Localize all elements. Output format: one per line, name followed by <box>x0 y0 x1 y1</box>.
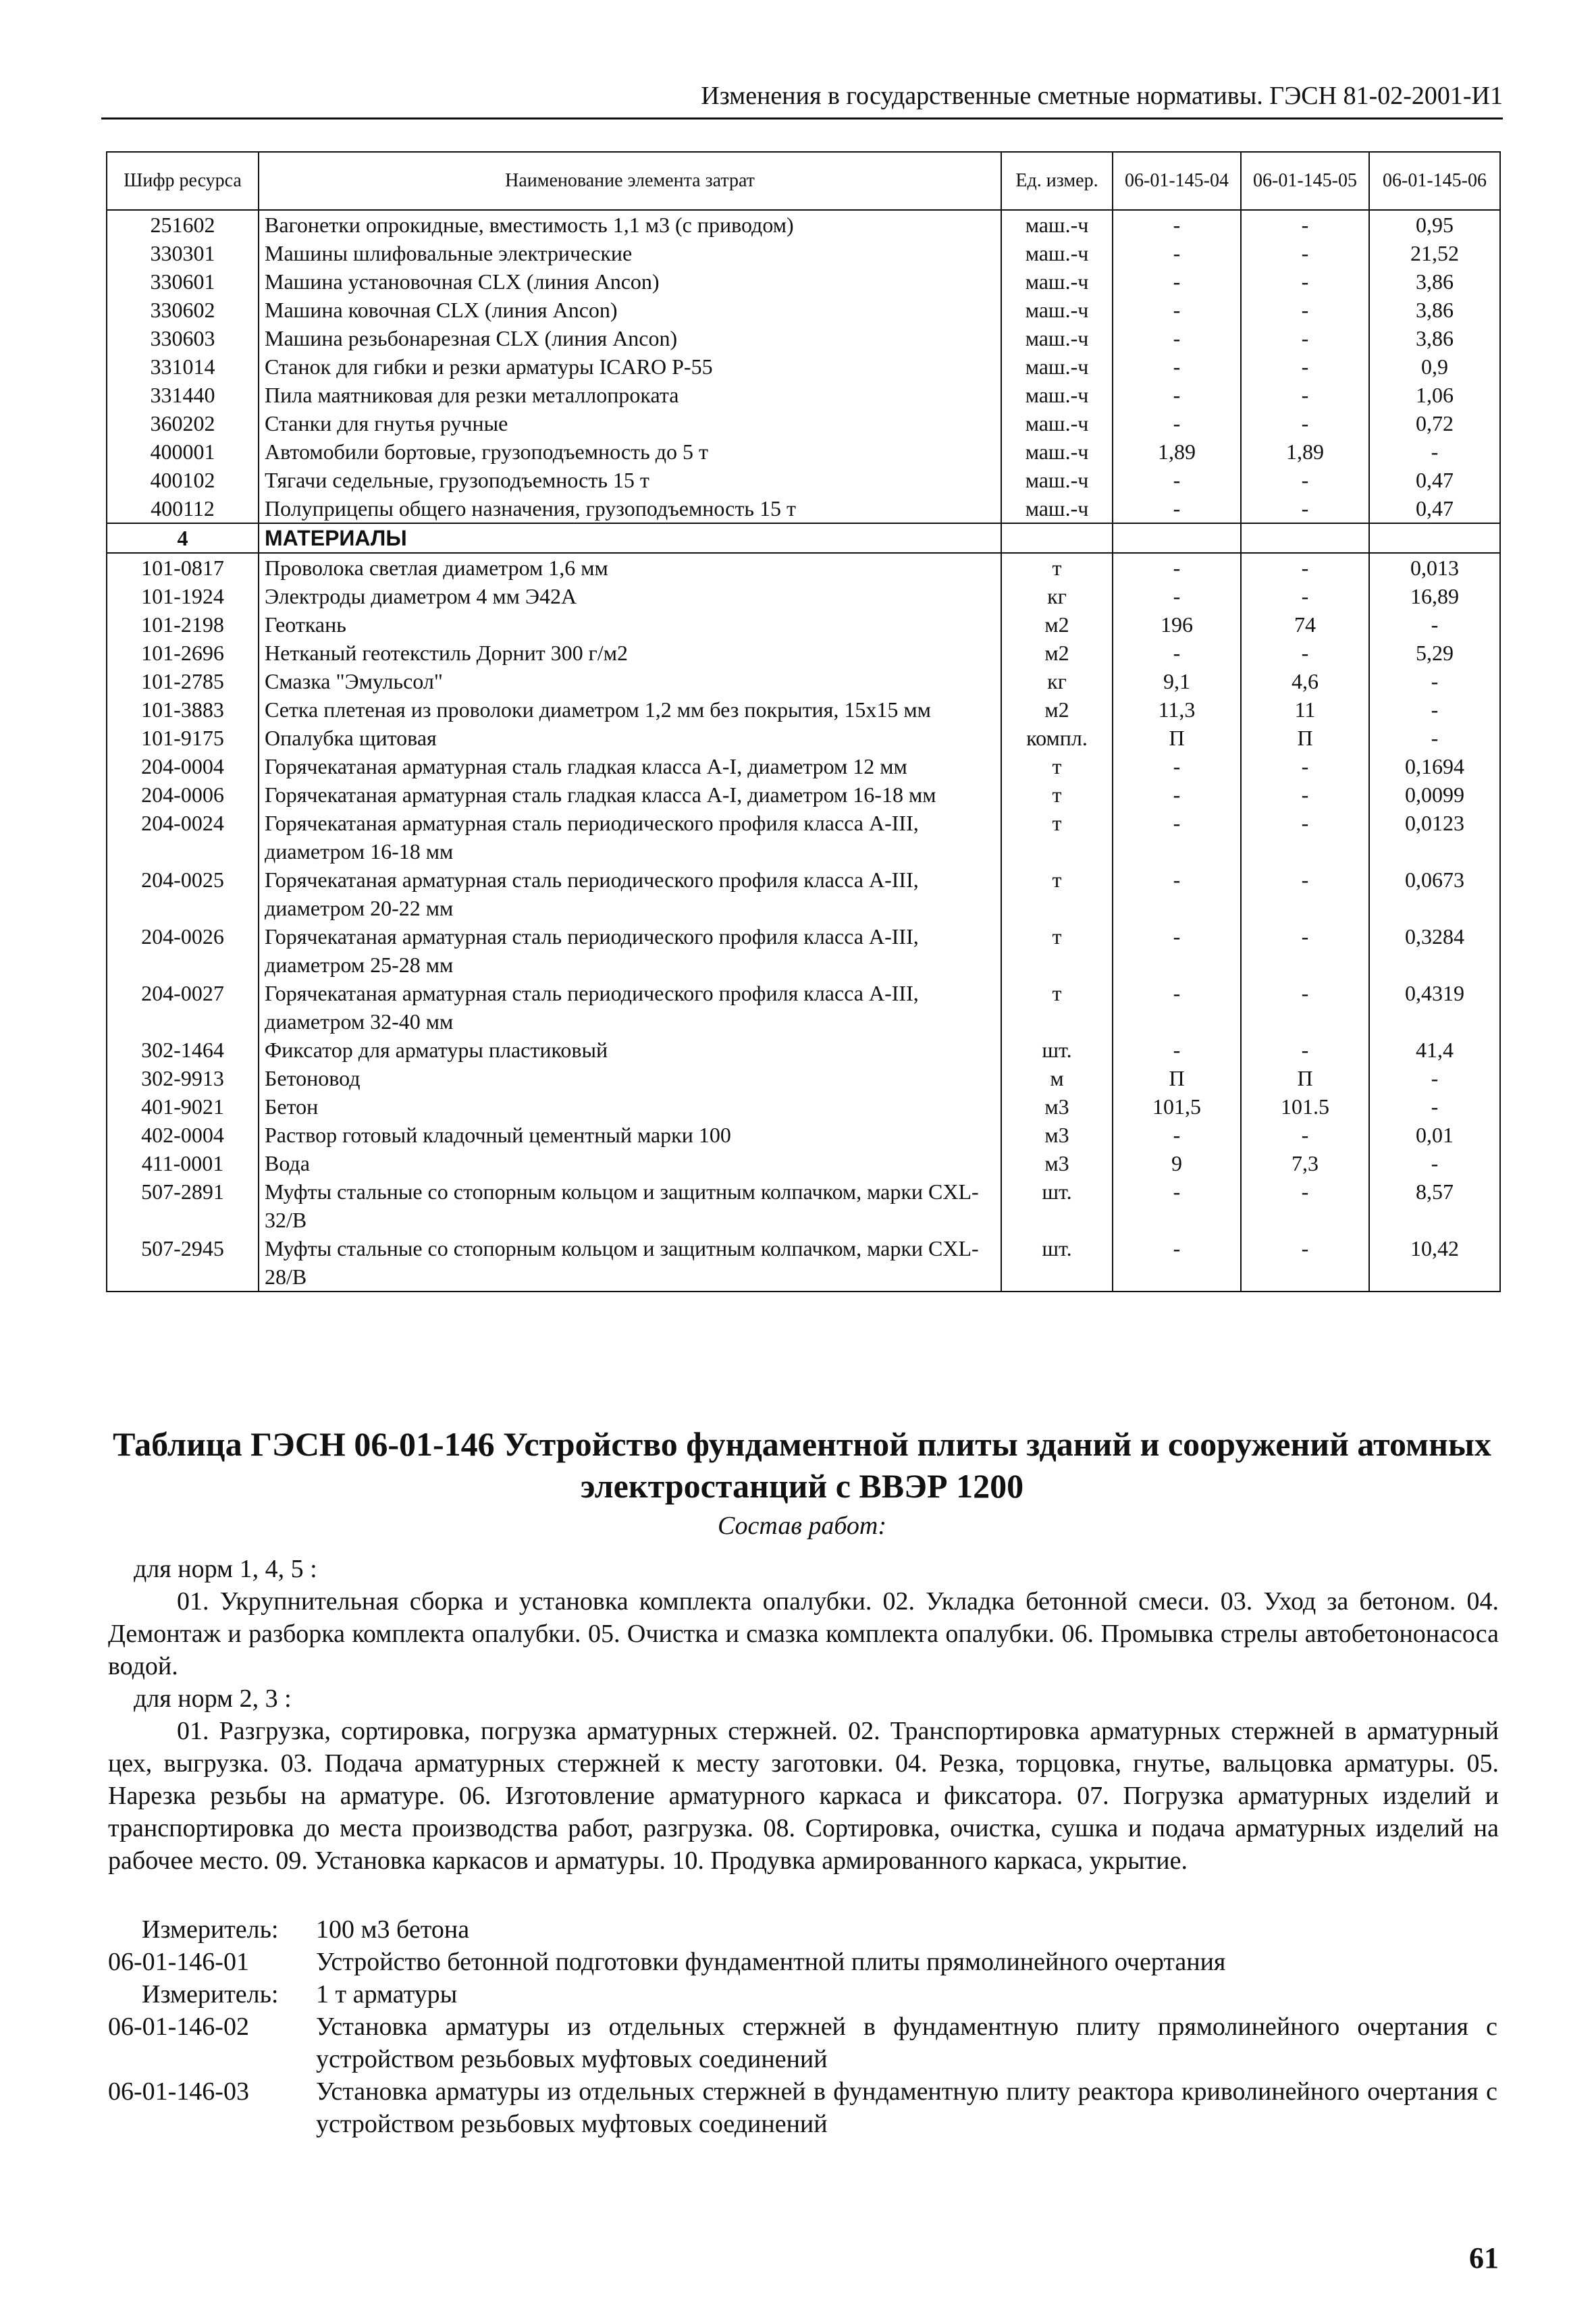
cell-name: Бетон <box>259 1092 1001 1121</box>
cell-norm-05: П <box>1241 1064 1369 1092</box>
cell-unit: м2 <box>1001 695 1113 724</box>
cell-norm-05: - <box>1241 809 1369 866</box>
cell-code: 4 <box>107 523 259 553</box>
cell-norm-06: 0,47 <box>1369 494 1500 523</box>
table-body <box>107 210 1500 1292</box>
cell-norm-04: - <box>1113 639 1241 667</box>
cell-norm-05: 101.5 <box>1241 1092 1369 1121</box>
table-row <box>107 409 1500 437</box>
cell-name: Электроды диаметром 4 мм Э42А <box>259 582 1001 610</box>
cell-unit: маш.-ч <box>1001 494 1113 523</box>
cell-norm-04: - <box>1113 324 1241 352</box>
cell-name: Геоткань <box>259 610 1001 639</box>
norms-b-label: для норм 2, 3 : <box>134 1684 292 1713</box>
cell-unit: т <box>1001 780 1113 809</box>
column-header-norm-06: 06-01-145-06 <box>1369 152 1500 210</box>
cell-norm-05: - <box>1241 296 1369 324</box>
table-row <box>107 239 1500 267</box>
cell-name: Нетканый геотекстиль Дорнит 300 г/м2 <box>259 639 1001 667</box>
norm-3-code: 06-01-146-03 <box>108 2077 249 2106</box>
cell-norm-05: - <box>1241 979 1369 1036</box>
cell-code: 330301 <box>107 239 259 267</box>
cell-norm-04: П <box>1113 1064 1241 1092</box>
cell-name: Автомобили бортовые, грузоподъемность до 5 т <box>259 437 1001 466</box>
cell-unit: м3 <box>1001 1092 1113 1121</box>
cell-norm-05: П <box>1241 724 1369 752</box>
cell-unit: кг <box>1001 582 1113 610</box>
section-subtitle: Состав работ: <box>717 1512 887 1540</box>
cell-code: 330602 <box>107 296 259 324</box>
cell-unit: маш.-ч <box>1001 352 1113 381</box>
cell-name: Муфты стальные со стопорным кольцом и защитным колпачком, марки CXL-32/B <box>259 1177 1001 1234</box>
cell-code: 204-0026 <box>107 922 259 979</box>
cell-name: Горячекатаная арматурная сталь гладкая класса A-I, диаметром 16-18 мм <box>259 780 1001 809</box>
cell-unit: т <box>1001 979 1113 1036</box>
resource-table <box>106 151 1501 1292</box>
cell-name: Машина резьбонарезная CLX (линия Ancon) <box>259 324 1001 352</box>
cell-unit: т <box>1001 553 1113 582</box>
cell-norm-05: - <box>1241 494 1369 523</box>
column-header-norm-04: 06-01-145-04 <box>1113 152 1241 210</box>
cell-code: 204-0024 <box>107 809 259 866</box>
norms-b-text: 01. Разгрузка, сортировка, погрузка арматурных стержней. 02. Транспортировка арматурных стержней в арматурный цех, выгрузка. 03. Подача арматурных стержней к месту заготовки. 04. Резка, торцовка, гнутье, вальцовка арматуры. 05. Нарезка резьбы на арматуре. 06. Изготовление арматурного каркаса и фиксатора. 07. Погрузка арматурных изделий и транспортировка до места производства работ, разгрузка. 08. Сортировка, очистка, сушка и подача арматурных изделий на рабочее место. 09. Установка каркасов и арматуры. 10. Продувка армированного каркаса, укрытие. <box>108 1717 1499 1875</box>
cell-unit: м <box>1001 1064 1113 1092</box>
norm-3-text: Установка арматуры из отдельных стержней в фундаментную плиту реактора криволинейного очертания с устройством резьбовых муфтовых соединений <box>316 2077 1497 2138</box>
cell-name: Сетка плетеная из проволоки диаметром 1,2 мм без покрытия, 15х15 мм <box>259 695 1001 724</box>
cell-code: 101-3883 <box>107 695 259 724</box>
meter-1-label: Измеритель: <box>142 1915 279 1944</box>
cell-norm-05: 7,3 <box>1241 1149 1369 1177</box>
cell-unit: маш.-ч <box>1001 296 1113 324</box>
table-row <box>107 922 1500 979</box>
cell-unit: маш.-ч <box>1001 381 1113 409</box>
cell-unit: маш.-ч <box>1001 324 1113 352</box>
table-row <box>107 610 1500 639</box>
cell-norm-04: - <box>1113 352 1241 381</box>
cell-norm-05: - <box>1241 752 1369 780</box>
cell-code: 101-1924 <box>107 582 259 610</box>
cell-code: 101-2785 <box>107 667 259 695</box>
norms-a-text: 01. Укрупнительная сборка и установка комплекта опалубки. 02. Укладка бетонной смеси. 03. Уход за бетоном. 04. Демонтаж и разборка комплекта опалубки. 05. Очистка и смазка комплекта опалубки. 06. Промывка стрелы автобетононасоса водой. <box>108 1587 1499 1680</box>
cell-unit: шт. <box>1001 1177 1113 1234</box>
norm-1-text: Устройство бетонной подготовки фундаментной плиты прямолинейного очертания <box>316 1948 1226 1976</box>
section-title: Таблица ГЭСН 06-01-146 Устройство фундаментной плиты зданий и сооружений атомных электростанций с ВВЭР 1200 <box>113 1425 1491 1505</box>
cell-norm-06: - <box>1369 1064 1500 1092</box>
table-row <box>107 1234 1500 1292</box>
cell-norm-04: - <box>1113 210 1241 239</box>
cell-code: 302-9913 <box>107 1064 259 1092</box>
cell-norm-06: - <box>1369 1149 1500 1177</box>
cell-name: Опалубка щитовая <box>259 724 1001 752</box>
table-row <box>107 553 1500 582</box>
cell-unit <box>1001 523 1113 553</box>
cell-norm-06: - <box>1369 724 1500 752</box>
cell-norm-06: 0,1694 <box>1369 752 1500 780</box>
header-rule <box>101 117 1503 119</box>
cell-norm-04: - <box>1113 381 1241 409</box>
table-row <box>107 695 1500 724</box>
cell-name: Горячекатаная арматурная сталь периодического профиля класса A-III, диаметром 25-28 мм <box>259 922 1001 979</box>
cell-norm-06: 5,29 <box>1369 639 1500 667</box>
cell-norm-06: - <box>1369 695 1500 724</box>
cell-norm-04: - <box>1113 296 1241 324</box>
cell-name: Вагонетки опрокидные, вместимость 1,1 м3 (с приводом) <box>259 210 1001 239</box>
cell-name: Пила маятниковая для резки металлопроката <box>259 381 1001 409</box>
cell-norm-05: - <box>1241 267 1369 296</box>
cell-norm-04: - <box>1113 866 1241 922</box>
cell-norm-04: - <box>1113 553 1241 582</box>
cell-name: Станок для гибки и резки арматуры ICARO P-55 <box>259 352 1001 381</box>
cell-norm-05: - <box>1241 1121 1369 1149</box>
cell-norm-06: 3,86 <box>1369 324 1500 352</box>
table-row <box>107 210 1500 239</box>
cell-norm-05: - <box>1241 780 1369 809</box>
cell-norm-05: 4,6 <box>1241 667 1369 695</box>
cell-code: 101-2696 <box>107 639 259 667</box>
meter-2-label: Измеритель: <box>142 1980 279 2009</box>
cell-name: Фиксатор для арматуры пластиковый <box>259 1036 1001 1064</box>
cell-name: Горячекатаная арматурная сталь периодического профиля класса A-III, диаметром 20-22 мм <box>259 866 1001 922</box>
cell-norm-04: - <box>1113 922 1241 979</box>
cell-norm-05: - <box>1241 381 1369 409</box>
cell-name: Горячекатаная арматурная сталь периодического профиля класса A-III, диаметром 16-18 мм <box>259 809 1001 866</box>
cell-norm-04: 101,5 <box>1113 1092 1241 1121</box>
cell-code: 400102 <box>107 466 259 494</box>
cell-name: Горячекатаная арматурная сталь периодического профиля класса A-III, диаметром 32-40 мм <box>259 979 1001 1036</box>
cell-norm-05: 1,89 <box>1241 437 1369 466</box>
cell-code: 411-0001 <box>107 1149 259 1177</box>
cell-unit: м3 <box>1001 1149 1113 1177</box>
cell-norm-06: 1,06 <box>1369 381 1500 409</box>
cell-norm-06: 0,4319 <box>1369 979 1500 1036</box>
cell-norm-05: - <box>1241 582 1369 610</box>
cell-code: 204-0027 <box>107 979 259 1036</box>
meter-1-value: 100 м3 бетона <box>316 1915 470 1944</box>
cell-norm-04: - <box>1113 1177 1241 1234</box>
cell-unit: т <box>1001 752 1113 780</box>
table-row <box>107 324 1500 352</box>
cell-norm-06: 0,95 <box>1369 210 1500 239</box>
cell-name: Бетоновод <box>259 1064 1001 1092</box>
cell-norm-05: 11 <box>1241 695 1369 724</box>
cell-norm-06: 21,52 <box>1369 239 1500 267</box>
cell-norm-04: - <box>1113 466 1241 494</box>
cell-norm-06 <box>1369 523 1500 553</box>
cell-norm-04: 9,1 <box>1113 667 1241 695</box>
cell-norm-06: 0,3284 <box>1369 922 1500 979</box>
cell-norm-04: 9 <box>1113 1149 1241 1177</box>
cell-norm-05: - <box>1241 553 1369 582</box>
cell-unit: компл. <box>1001 724 1113 752</box>
cell-unit: м3 <box>1001 1121 1113 1149</box>
cell-norm-06: 0,47 <box>1369 466 1500 494</box>
cell-norm-06: 0,0123 <box>1369 809 1500 866</box>
cell-name: Станки для гнутья ручные <box>259 409 1001 437</box>
cell-unit: маш.-ч <box>1001 437 1113 466</box>
cell-name: Горячекатаная арматурная сталь гладкая класса A-I, диаметром 12 мм <box>259 752 1001 780</box>
cell-name: Машина установочная CLX (линия Ancon) <box>259 267 1001 296</box>
table-row <box>107 780 1500 809</box>
cell-norm-05: - <box>1241 922 1369 979</box>
table-row <box>107 639 1500 667</box>
column-header-code: Шифр ресурса <box>107 152 259 210</box>
cell-code: 331440 <box>107 381 259 409</box>
cell-unit: маш.-ч <box>1001 210 1113 239</box>
cell-norm-06: - <box>1369 1092 1500 1121</box>
cell-norm-04: 1,89 <box>1113 437 1241 466</box>
cell-name: Смазка "Эмульсол" <box>259 667 1001 695</box>
table-row <box>107 494 1500 523</box>
cell-norm-06: - <box>1369 437 1500 466</box>
cell-code: 330603 <box>107 324 259 352</box>
cell-norm-05: - <box>1241 639 1369 667</box>
table-row <box>107 1064 1500 1092</box>
cell-norm-06: 0,0099 <box>1369 780 1500 809</box>
cell-code: 507-2945 <box>107 1234 259 1292</box>
table-header-row <box>107 152 1500 210</box>
cell-norm-04: - <box>1113 582 1241 610</box>
cell-norm-05 <box>1241 523 1369 553</box>
cell-norm-06: - <box>1369 667 1500 695</box>
cell-code: 400001 <box>107 437 259 466</box>
cell-norm-04: - <box>1113 409 1241 437</box>
table-row <box>107 979 1500 1036</box>
cell-norm-05: - <box>1241 1036 1369 1064</box>
table-row <box>107 267 1500 296</box>
cell-unit: т <box>1001 866 1113 922</box>
page-header: Изменения в государственные сметные нормативы. ГЭСН 81-02-2001-И1 <box>701 82 1503 110</box>
cell-unit: шт. <box>1001 1234 1113 1292</box>
cell-norm-04: - <box>1113 267 1241 296</box>
table-row <box>107 1036 1500 1064</box>
cell-unit: маш.-ч <box>1001 466 1113 494</box>
cell-norm-04: - <box>1113 752 1241 780</box>
cell-code: 400112 <box>107 494 259 523</box>
cell-code: 401-9021 <box>107 1092 259 1121</box>
table-row <box>107 1092 1500 1121</box>
cell-code: 204-0006 <box>107 780 259 809</box>
table-row <box>107 752 1500 780</box>
cell-code: 204-0004 <box>107 752 259 780</box>
cell-norm-05: - <box>1241 239 1369 267</box>
cell-name: Тягачи седельные, грузоподъемность 15 т <box>259 466 1001 494</box>
cell-code: 330601 <box>107 267 259 296</box>
page-number: 61 <box>1469 2241 1499 2275</box>
cell-unit: маш.-ч <box>1001 239 1113 267</box>
cell-norm-06: 0,01 <box>1369 1121 1500 1149</box>
cell-unit: маш.-ч <box>1001 409 1113 437</box>
cell-norm-06: 0,9 <box>1369 352 1500 381</box>
table-row <box>107 1149 1500 1177</box>
cell-name: Вода <box>259 1149 1001 1177</box>
cell-norm-06: 0,013 <box>1369 553 1500 582</box>
cell-name: Муфты стальные со стопорным кольцом и защитным колпачком, марки CXL-28/B <box>259 1234 1001 1292</box>
norm-2-text: Установка арматуры из отдельных стержней в фундаментную плиту прямолинейного очертания с устройством резьбовых муфтовых соединений <box>316 2013 1497 2073</box>
cell-name: Машина ковочная CLX (линия Ancon) <box>259 296 1001 324</box>
cell-norm-04: 11,3 <box>1113 695 1241 724</box>
cell-name: МАТЕРИАЛЫ <box>259 523 1001 553</box>
norm-2-code: 06-01-146-02 <box>108 2013 249 2041</box>
cell-name: Проволока светлая диаметром 1,6 мм <box>259 553 1001 582</box>
cell-norm-04: П <box>1113 724 1241 752</box>
cell-norm-04: - <box>1113 1234 1241 1292</box>
cell-unit: маш.-ч <box>1001 267 1113 296</box>
cell-norm-04: - <box>1113 809 1241 866</box>
cell-code: 251602 <box>107 210 259 239</box>
cell-norm-05: - <box>1241 1234 1369 1292</box>
cell-norm-06: 0,72 <box>1369 409 1500 437</box>
cell-norm-05: - <box>1241 324 1369 352</box>
cell-name: Машины шлифовальные электрические <box>259 239 1001 267</box>
cell-code: 204-0025 <box>107 866 259 922</box>
cell-norm-04: - <box>1113 1121 1241 1149</box>
cell-unit: т <box>1001 809 1113 866</box>
cell-code: 101-9175 <box>107 724 259 752</box>
cell-norm-06: 3,86 <box>1369 267 1500 296</box>
meter-2-value: 1 т арматуры <box>316 1980 458 2009</box>
cell-unit: шт. <box>1001 1036 1113 1064</box>
table-row <box>107 296 1500 324</box>
cell-unit: м2 <box>1001 610 1113 639</box>
table-row <box>107 1177 1500 1234</box>
cell-norm-05: - <box>1241 210 1369 239</box>
cell-norm-06: 41,4 <box>1369 1036 1500 1064</box>
cell-norm-05: - <box>1241 409 1369 437</box>
cell-norm-06: 10,42 <box>1369 1234 1500 1292</box>
cell-norm-04 <box>1113 523 1241 553</box>
cell-code: 101-2198 <box>107 610 259 639</box>
cell-code: 507-2891 <box>107 1177 259 1234</box>
cell-norm-04: - <box>1113 979 1241 1036</box>
cell-norm-04: 196 <box>1113 610 1241 639</box>
cell-norm-05: - <box>1241 866 1369 922</box>
table-row <box>107 352 1500 381</box>
column-header-name: Наименование элемента затрат <box>259 152 1001 210</box>
cell-norm-06: 16,89 <box>1369 582 1500 610</box>
table-row <box>107 667 1500 695</box>
cell-norm-04: - <box>1113 239 1241 267</box>
table-row <box>107 1121 1500 1149</box>
cell-norm-05: - <box>1241 352 1369 381</box>
cell-norm-06: - <box>1369 610 1500 639</box>
table-row <box>107 724 1500 752</box>
cell-norm-06: 3,86 <box>1369 296 1500 324</box>
cell-code: 360202 <box>107 409 259 437</box>
cell-norm-06: 0,0673 <box>1369 866 1500 922</box>
cell-code: 302-1464 <box>107 1036 259 1064</box>
table-row <box>107 437 1500 466</box>
cell-unit: т <box>1001 922 1113 979</box>
cell-norm-04: - <box>1113 780 1241 809</box>
cell-unit: м2 <box>1001 639 1113 667</box>
table-row <box>107 866 1500 922</box>
cell-norm-04: - <box>1113 1036 1241 1064</box>
table-row <box>107 381 1500 409</box>
cell-name: Раствор готовый кладочный цементный марки 100 <box>259 1121 1001 1149</box>
cell-norm-05: 74 <box>1241 610 1369 639</box>
table-section-row <box>107 523 1500 553</box>
cell-norm-04: - <box>1113 494 1241 523</box>
norms-a-label: для норм 1, 4, 5 : <box>134 1555 317 1583</box>
cell-norm-05: - <box>1241 1177 1369 1234</box>
cell-unit: кг <box>1001 667 1113 695</box>
table-row <box>107 582 1500 610</box>
cell-code: 402-0004 <box>107 1121 259 1149</box>
cell-code: 101-0817 <box>107 553 259 582</box>
cell-norm-06: 8,57 <box>1369 1177 1500 1234</box>
column-header-norm-05: 06-01-145-05 <box>1241 152 1369 210</box>
table-row <box>107 809 1500 866</box>
table-row <box>107 466 1500 494</box>
cell-code: 331014 <box>107 352 259 381</box>
cell-norm-05: - <box>1241 466 1369 494</box>
column-header-unit: Ед. измер. <box>1001 152 1113 210</box>
norm-1-code: 06-01-146-01 <box>108 1948 249 1976</box>
cell-name: Полуприцепы общего назначения, грузоподъемность 15 т <box>259 494 1001 523</box>
